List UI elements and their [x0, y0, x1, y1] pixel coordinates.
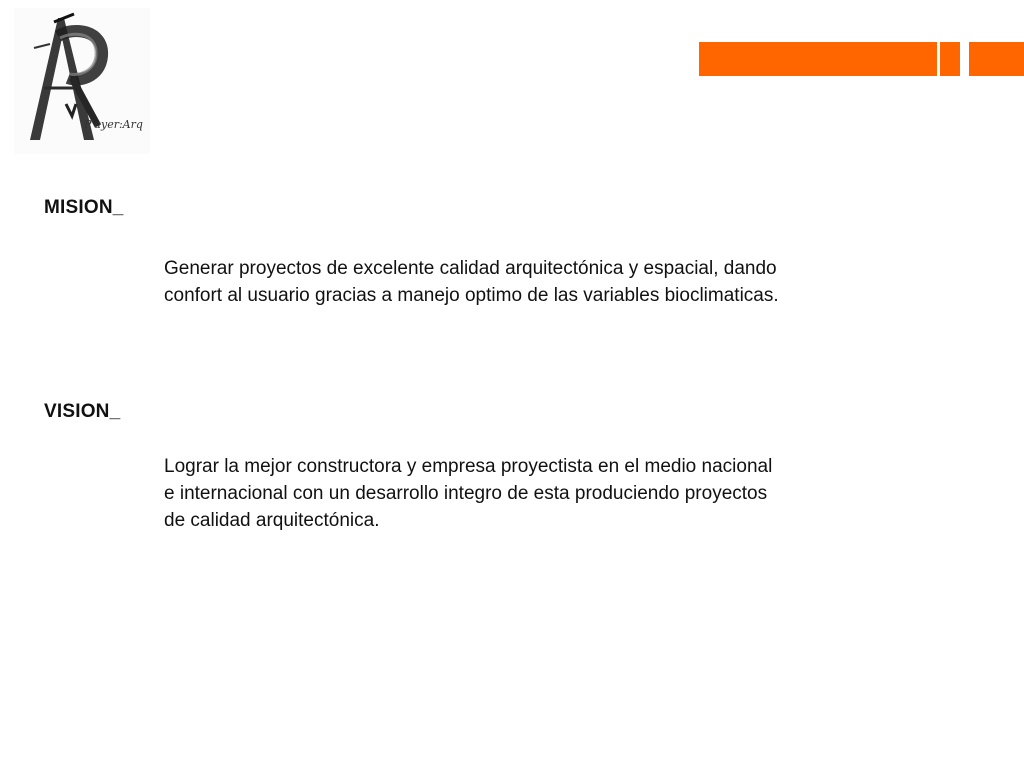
mision-text-line: confort al usuario gracias a manejo optimo de las variables bioclimaticas. [164, 285, 779, 306]
mision-text [164, 255, 914, 309]
mision-heading: MISION_ [44, 197, 124, 218]
decorative-orange-bar-small [940, 42, 960, 76]
company-logo [14, 8, 150, 154]
mision-text-line: Generar proyectos de excelente calidad arquitectónica y espacial, dando [164, 258, 777, 279]
decorative-orange-bar [699, 42, 937, 76]
svg-text:P'ayer:Arq: P'ayer:Arq [84, 118, 143, 131]
vision-text-line: Lograr la mejor constructora y empresa proyectista en el medio nacional [164, 456, 773, 477]
vision-text-line: e internacional con un desarrollo integro de esta produciendo proyectos [164, 483, 768, 504]
vision-text-line: de calidad arquitectónica. [164, 510, 380, 531]
decorative-orange-bar-end [969, 42, 1024, 76]
logo-mark-icon [14, 8, 150, 154]
vision-heading: VISION_ [44, 401, 121, 422]
vision-text [164, 453, 914, 534]
